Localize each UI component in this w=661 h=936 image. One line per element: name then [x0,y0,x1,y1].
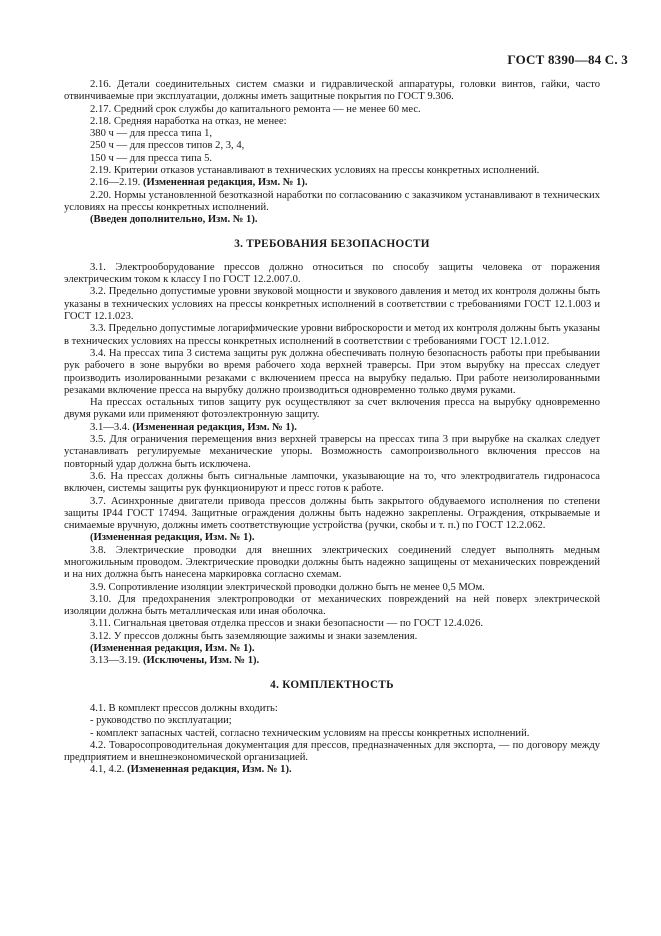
clause-3-2: 3.2. Предельно допустимые уровни звуковой мощности и звукового давления и метод их контроля должны быть указаны в технических условиях на прессы конкретных исполнений в соответствии с требованиями ГОСТ 12.1.003 и ГОСТ 12.1.023. [64,286,600,323]
amendment-note [64,422,600,434]
clause-2-18-item: 380 ч — для пресса типа 1, [90,128,213,140]
amendment-text: (Исключены, Изм. № 1). [142,655,260,667]
clause-2-16: 2.16. Детали соединительных систем смазки и гидравлической аппаратуры, головки винтов, гайки, часто отвинчиваемые при эксплуатации, должны иметь защитные покрытия по ГОСТ 9.306. [64,79,600,103]
document-body [64,79,600,777]
clause-4-2: 4.2. Товаросопроводительная документация для прессов, предназначенных для экспорта, — по договору между предприятием и внешнеэкономической организацией. [64,739,600,764]
clause-2-18: 2.18. Средняя наработка на отказ, не менее: [90,115,287,127]
clause-3-4-continued: На прессах остальных типов защиту рук осуществляют за счет включения пресса на вырубку одновременно двумя руками или применяют фотоэлектронную защиту. [64,397,600,421]
clause-4-1-item: - руководство по эксплуатации; [90,715,232,727]
amendment-note: (Измененная редакция, Изм. № 1). [90,643,255,655]
clause-3-9: 3.9. Сопротивление изоляции электрической проводки должно быть не менее 0,5 МОм. [90,581,485,593]
amendment-text: (Измененная редакция, Изм. № 1). [142,177,308,189]
amendment-note [64,177,600,189]
clause-3-5: 3.5. Для ограничения перемещения вниз верхней траверсы на прессах типа 3 при вырубке на скалках следует устанавливать регулируемые механические упоры. Возможность самопроизвольного включения прессов на повторный удар должна быть исключена. [64,434,600,470]
amendment-text: (Измененная редакция, Изм. № 1). [127,764,292,776]
section-heading-3: 3. ТРЕБОВАНИЯ БЕЗОПАСНОСТИ [234,237,430,250]
section-heading-4: 4. КОМПЛЕКТНОСТЬ [270,678,394,691]
clause-3-1: 3.1. Электрооборудование прессов должно относиться по способу защиты человека от поражения электрическим током к классу I по ГОСТ 12.2.007.0. [64,261,600,286]
clause-2-18-item: 250 ч — для прессов типов 2, 3, 4, [90,140,245,152]
clause-3-3: 3.3. Предельно допустимые логарифмические уровни виброскорости и метод их контроля должны быть указаны в технических условиях на прессы конкретных исполнений в соответствии с требованиями ГОСТ 12.1.012. [64,323,600,347]
amendment-note: (Введен дополнительно, Изм. № 1). [90,214,258,226]
amendment-ref: 2.16—2.19. [90,177,141,189]
amendment-ref: 3.1—3.4. [90,421,130,433]
clause-4-1: 4.1. В комплект прессов должны входить: [90,702,278,714]
amendment-ref: 4.1, 4.2. [90,764,125,776]
clause-2-18-item: 150 ч — для пресса типа 5. [90,152,213,164]
clause-3-12: 3.12. У прессов должны быть заземляющие зажимы и знаки заземления. [90,630,418,642]
clause-2-19: 2.19. Критерии отказов устанавливают в технических условиях на прессы конкретных исполнений. [90,165,540,177]
amendment-ref: 3.13—3.19. [90,655,141,667]
clause-2-20: 2.20. Нормы установленной безотказной наработки по согласованию с заказчиком устанавливают в технических условиях на прессы конкретных исполнений. [64,189,600,213]
amendment-note [64,764,600,776]
clause-3-10: 3.10. Для предохранения электропроводки от механических повреждений на ней поверх электрической изоляции должна быть металлическая или иная оболочка. [64,593,600,618]
clause-3-11: 3.11. Сигнальная цветовая отделка прессов и знаки безопасности — по ГОСТ 12.4.026. [90,618,484,630]
amendment-note [64,655,600,667]
clause-2-17: 2.17. Средний срок службы до капитального ремонта — не менее 60 мес. [90,103,421,115]
clause-3-8: 3.8. Электрические проводки для внешних электрических соединений следует выполнять медным многожильным проводом. Электрические проводки должны быть надежно защищены от механических повреждений и на них должна быть нанесена маркировка согласно схемам. [64,544,600,581]
amendment-note: (Измененная редакция, Изм. № 1). [90,532,255,544]
clause-3-6: 3.6. На прессах должны быть сигнальные лампочки, указывающие на то, что электродвигатель гидронасоса включен, системы защиты рук функционируют и пресс готов к работе. [64,470,600,495]
page-header: ГОСТ 8390—84 С. 3 [507,52,628,67]
amendment-text: (Измененная редакция, Изм. № 1). [132,421,297,433]
clause-3-7: 3.7. Асинхронные двигатели привода прессов должны быть закрытого обдуваемого исполнения по степени защиты IP44 ГОСТ 17494. Защитные ограждения должны быть надежно закреплены. Ограждения, открываемые и снимаемые вручную, должны иметь соответствующие устройства (ручки, скобы и т. п.) по ГОСТ 12.2.062. [64,495,600,532]
clause-4-1-item: - комплект запасных частей, согласно техническим условиям на прессы конкретных исполнений. [90,727,530,739]
clause-3-4: 3.4. На прессах типа 3 система защиты рук должна обеспечивать полную безопасность работы при пребывании рук рабочего в зоне вырубки во время рабочего хода верхней траверсы. При этом вырубку на прессах следует производить изолированными резаками с включением пресса на вырубку педалью. При работе неизолированными резаками включение пресса на вырубку должно производиться одновременно только двумя руками. [64,347,600,396]
